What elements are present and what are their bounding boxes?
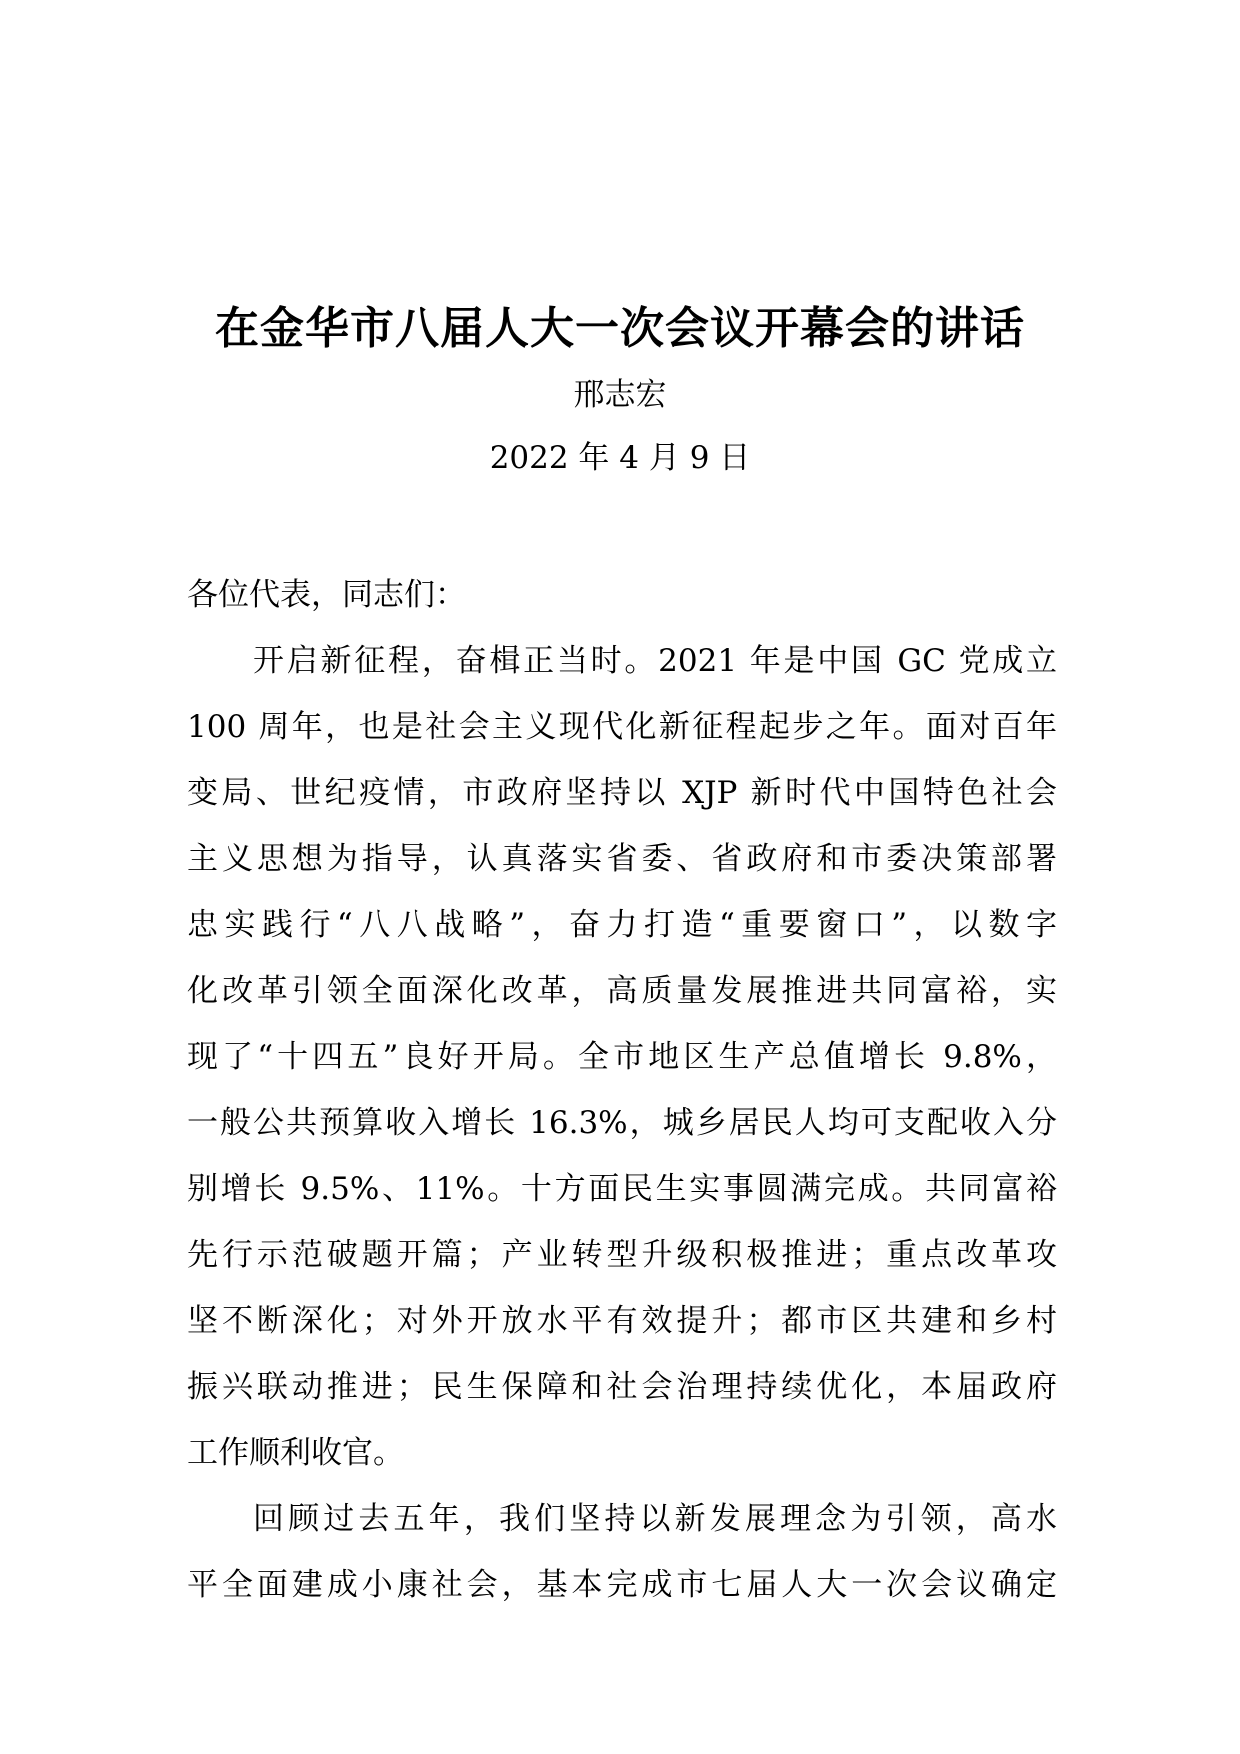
paragraph-1-line: 先行示范破题开篇；产业转型升级积极推进；重点改革攻 bbox=[187, 1237, 1057, 1273]
document-body bbox=[187, 562, 1057, 1618]
paragraph-1-line: 工作顺利收官。 bbox=[187, 1435, 404, 1471]
paragraph-1-line: 别增长 9.5%、11%。十方面民生实事圆满完成。共同富裕 bbox=[187, 1171, 1057, 1207]
paragraph-2-line: 回顾过去五年，我们坚持以新发展理念为引领，高水 bbox=[253, 1501, 1057, 1537]
document-date: 2022 年 4 月 9 日 bbox=[489, 440, 751, 476]
paragraph-1-line: 化改革引领全面深化改革，高质量发展推进共同富裕，实 bbox=[187, 973, 1057, 1009]
paragraph-1-line: 忠实践行“八八战略”，奋力打造“重要窗口”，以数字 bbox=[187, 907, 1057, 943]
document-author: 邢志宏 bbox=[573, 377, 667, 413]
paragraph-1-line: 开启新征程，奋楫正当时。2021 年是中国 GC 党成立 bbox=[253, 643, 1057, 679]
document-title: 在金华市八届人大一次会议开幕会的讲话 bbox=[215, 303, 1025, 354]
paragraph-1-line: 变局、世纪疫情，市政府坚持以 XJP 新时代中国特色社会 bbox=[187, 775, 1057, 811]
paragraph-1-line: 坚不断深化；对外开放水平有效提升；都市区共建和乡村 bbox=[187, 1303, 1057, 1339]
paragraph-1-line: 一般公共预算收入增长 16.3%，城乡居民人均可支配收入分 bbox=[187, 1105, 1057, 1141]
paragraph-1-line: 现了“十四五”良好开局。全市地区生产总值增长 9.8%， bbox=[187, 1039, 1057, 1075]
salutation: 各位代表，同志们： bbox=[187, 577, 466, 613]
paragraph-1-line: 主义思想为指导，认真落实省委、省政府和市委决策部署 bbox=[187, 841, 1057, 877]
paragraph-2-line: 平全面建成小康社会，基本完成市七届人大一次会议确定 bbox=[187, 1567, 1057, 1603]
paragraph-1-line: 振兴联动推进；民生保障和社会治理持续优化，本届政府 bbox=[187, 1369, 1057, 1405]
paragraph-1-line: 100 周年，也是社会主义现代化新征程起步之年。面对百年 bbox=[187, 709, 1057, 745]
